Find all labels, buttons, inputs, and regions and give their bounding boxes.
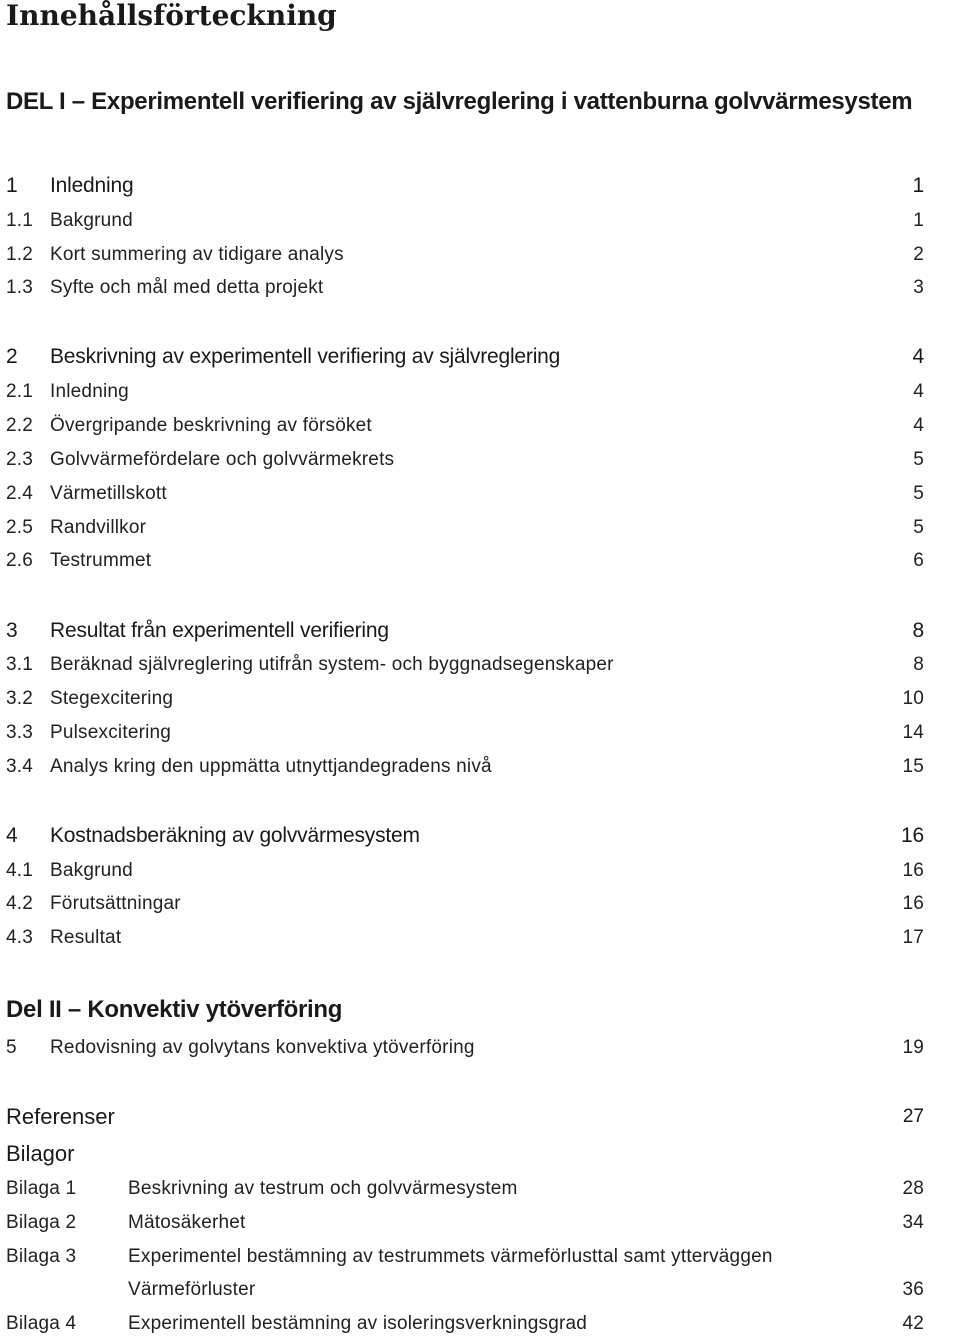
toc-section-2-2[interactable] bbox=[6, 411, 924, 441]
appendix-title: Beskrivning av testrum och golvvärmesystem bbox=[128, 1178, 518, 1199]
toc-section-3-4[interactable] bbox=[6, 752, 924, 782]
chapter-title: Kostnadsberäkning av golvvärmesystem bbox=[50, 824, 420, 847]
chapter-title: Resultat från experimentell verifiering bbox=[50, 619, 389, 642]
toc-section-4-3[interactable] bbox=[6, 923, 924, 953]
appendix-label: Bilaga 4 bbox=[6, 1313, 77, 1334]
chapter-title: Beskrivning av experimentell verifiering av självreglering bbox=[50, 345, 561, 368]
toc-appendix-3-cont[interactable] bbox=[6, 1275, 924, 1305]
section-title: Kort summering av tidigare analys bbox=[50, 244, 344, 265]
section-number: 4.1 bbox=[6, 860, 34, 881]
section-number: 1.1 bbox=[6, 210, 34, 231]
section-title: Inledning bbox=[50, 381, 129, 402]
toc-appendix-2[interactable] bbox=[6, 1208, 924, 1238]
section-number: 2.1 bbox=[6, 381, 34, 402]
page-number: 8 bbox=[912, 619, 924, 642]
chapter-number: 1 bbox=[6, 174, 18, 197]
toc-section-2-1[interactable] bbox=[6, 377, 924, 407]
toc-chapter-2[interactable] bbox=[6, 342, 924, 372]
appendix-title: Experimentell bestämning av isoleringsverkningsgrad bbox=[128, 1313, 588, 1334]
chapter-number: 5 bbox=[6, 1037, 17, 1058]
toc-appendix-4[interactable] bbox=[6, 1309, 924, 1339]
page-number: 8 bbox=[913, 654, 924, 675]
part-1-heading: DEL I – Experimentell verifiering av självreglering i vattenburna golvvärmesystem bbox=[6, 88, 913, 115]
section-number: 3.4 bbox=[6, 756, 34, 777]
toc-section-1-3[interactable] bbox=[6, 273, 924, 303]
appendix-title-continued: Värmeförluster bbox=[128, 1279, 256, 1300]
section-number: 3.2 bbox=[6, 688, 34, 709]
toc-chapter-1[interactable] bbox=[6, 171, 924, 201]
toc-references[interactable] bbox=[6, 1102, 924, 1132]
page-number: 5 bbox=[913, 483, 924, 504]
page-number: 10 bbox=[902, 688, 924, 709]
section-number: 1.3 bbox=[6, 277, 34, 298]
section-title: Förutsättningar bbox=[50, 893, 181, 914]
page-number: 2 bbox=[913, 244, 924, 265]
chapter-number: 4 bbox=[6, 824, 18, 847]
section-title: Syfte och mål med detta projekt bbox=[50, 277, 324, 298]
page-number: 1 bbox=[912, 174, 924, 197]
appendix-label: Bilaga 1 bbox=[6, 1178, 77, 1199]
page-number: 42 bbox=[902, 1313, 924, 1334]
page-number: 34 bbox=[902, 1212, 924, 1233]
page-number: 28 bbox=[902, 1178, 924, 1199]
toc-chapter-4[interactable] bbox=[6, 821, 924, 851]
toc-section-4-2[interactable] bbox=[6, 889, 924, 919]
page-number: 17 bbox=[902, 927, 924, 948]
section-number: 3.1 bbox=[6, 654, 34, 675]
toc-section-2-4[interactable] bbox=[6, 479, 924, 509]
page-number: 5 bbox=[913, 517, 924, 538]
toc-section-1-2[interactable] bbox=[6, 240, 924, 270]
page-number: 5 bbox=[913, 449, 924, 470]
section-number: 4.2 bbox=[6, 893, 34, 914]
chapter-title: Inledning bbox=[50, 174, 134, 197]
page-number: 14 bbox=[902, 722, 924, 743]
page-number: 3 bbox=[913, 277, 924, 298]
page-number: 36 bbox=[902, 1279, 924, 1300]
page-number: 4 bbox=[912, 345, 924, 368]
chapter-number: 3 bbox=[6, 619, 18, 642]
chapter-title: Redovisning av golvytans konvektiva ytöverföring bbox=[50, 1037, 475, 1058]
page-title: Innehållsförteckning bbox=[6, 0, 337, 32]
page-number: 1 bbox=[913, 210, 924, 231]
section-title: Bakgrund bbox=[50, 210, 133, 231]
section-title: Randvillkor bbox=[50, 517, 147, 538]
references-title: Referenser bbox=[6, 1104, 115, 1129]
page-number: 27 bbox=[902, 1106, 924, 1127]
appendix-title: Mätosäkerhet bbox=[128, 1212, 246, 1233]
page-number: 16 bbox=[902, 860, 924, 881]
toc-section-2-6[interactable] bbox=[6, 546, 924, 576]
toc-appendix-1[interactable] bbox=[6, 1174, 924, 1204]
section-title: Pulsexcitering bbox=[50, 722, 172, 743]
chapter-number: 2 bbox=[6, 345, 18, 368]
section-number: 3.3 bbox=[6, 722, 34, 743]
appendix-label: Bilaga 3 bbox=[6, 1246, 77, 1267]
page-number: 6 bbox=[913, 550, 924, 571]
toc-section-3-2[interactable] bbox=[6, 684, 924, 714]
toc-section-4-1[interactable] bbox=[6, 856, 924, 886]
page-number: 16 bbox=[902, 893, 924, 914]
section-title: Värmetillskott bbox=[50, 483, 167, 504]
page-number: 4 bbox=[913, 415, 924, 436]
appendices-heading: Bilagor bbox=[6, 1141, 75, 1166]
section-number: 2.4 bbox=[6, 483, 34, 504]
page-number: 4 bbox=[913, 381, 924, 402]
toc-appendix-3[interactable] bbox=[6, 1242, 924, 1272]
section-title: Testrummet bbox=[50, 550, 152, 571]
toc-section-2-3[interactable] bbox=[6, 445, 924, 475]
toc-section-1-1[interactable] bbox=[6, 206, 924, 236]
page-number: 15 bbox=[902, 756, 924, 777]
part-2-heading: Del II – Konvektiv ytöverföring bbox=[6, 996, 343, 1023]
page-number: 19 bbox=[902, 1037, 924, 1058]
section-number: 4.3 bbox=[6, 927, 34, 948]
section-number: 1.2 bbox=[6, 244, 34, 265]
page-number: 16 bbox=[901, 824, 924, 847]
section-title: Bakgrund bbox=[50, 860, 133, 881]
section-number: 2.6 bbox=[6, 550, 34, 571]
section-number: 2.3 bbox=[6, 449, 34, 470]
section-number: 2.5 bbox=[6, 517, 34, 538]
toc-chapter-3[interactable] bbox=[6, 616, 924, 646]
section-title: Golvvärmefördelare och golvvärmekrets bbox=[50, 449, 395, 470]
toc-section-3-1[interactable] bbox=[6, 650, 924, 680]
toc-section-3-3[interactable] bbox=[6, 718, 924, 748]
section-title: Stegexcitering bbox=[50, 688, 174, 709]
toc-section-2-5[interactable] bbox=[6, 513, 924, 543]
section-number: 2.2 bbox=[6, 415, 34, 436]
section-title: Resultat bbox=[50, 927, 122, 948]
appendix-title: Experimentel bestämning av testrummets värmeförlusttal samt ytterväggen bbox=[128, 1246, 773, 1267]
section-title: Analys kring den uppmätta utnyttjandegradens nivå bbox=[50, 756, 492, 777]
section-title: Beräknad självreglering utifrån system- och byggnadsegenskaper bbox=[50, 654, 614, 675]
section-title: Övergripande beskrivning av försöket bbox=[50, 415, 372, 436]
toc-chapter-5[interactable] bbox=[6, 1033, 924, 1063]
appendix-label: Bilaga 2 bbox=[6, 1212, 77, 1233]
